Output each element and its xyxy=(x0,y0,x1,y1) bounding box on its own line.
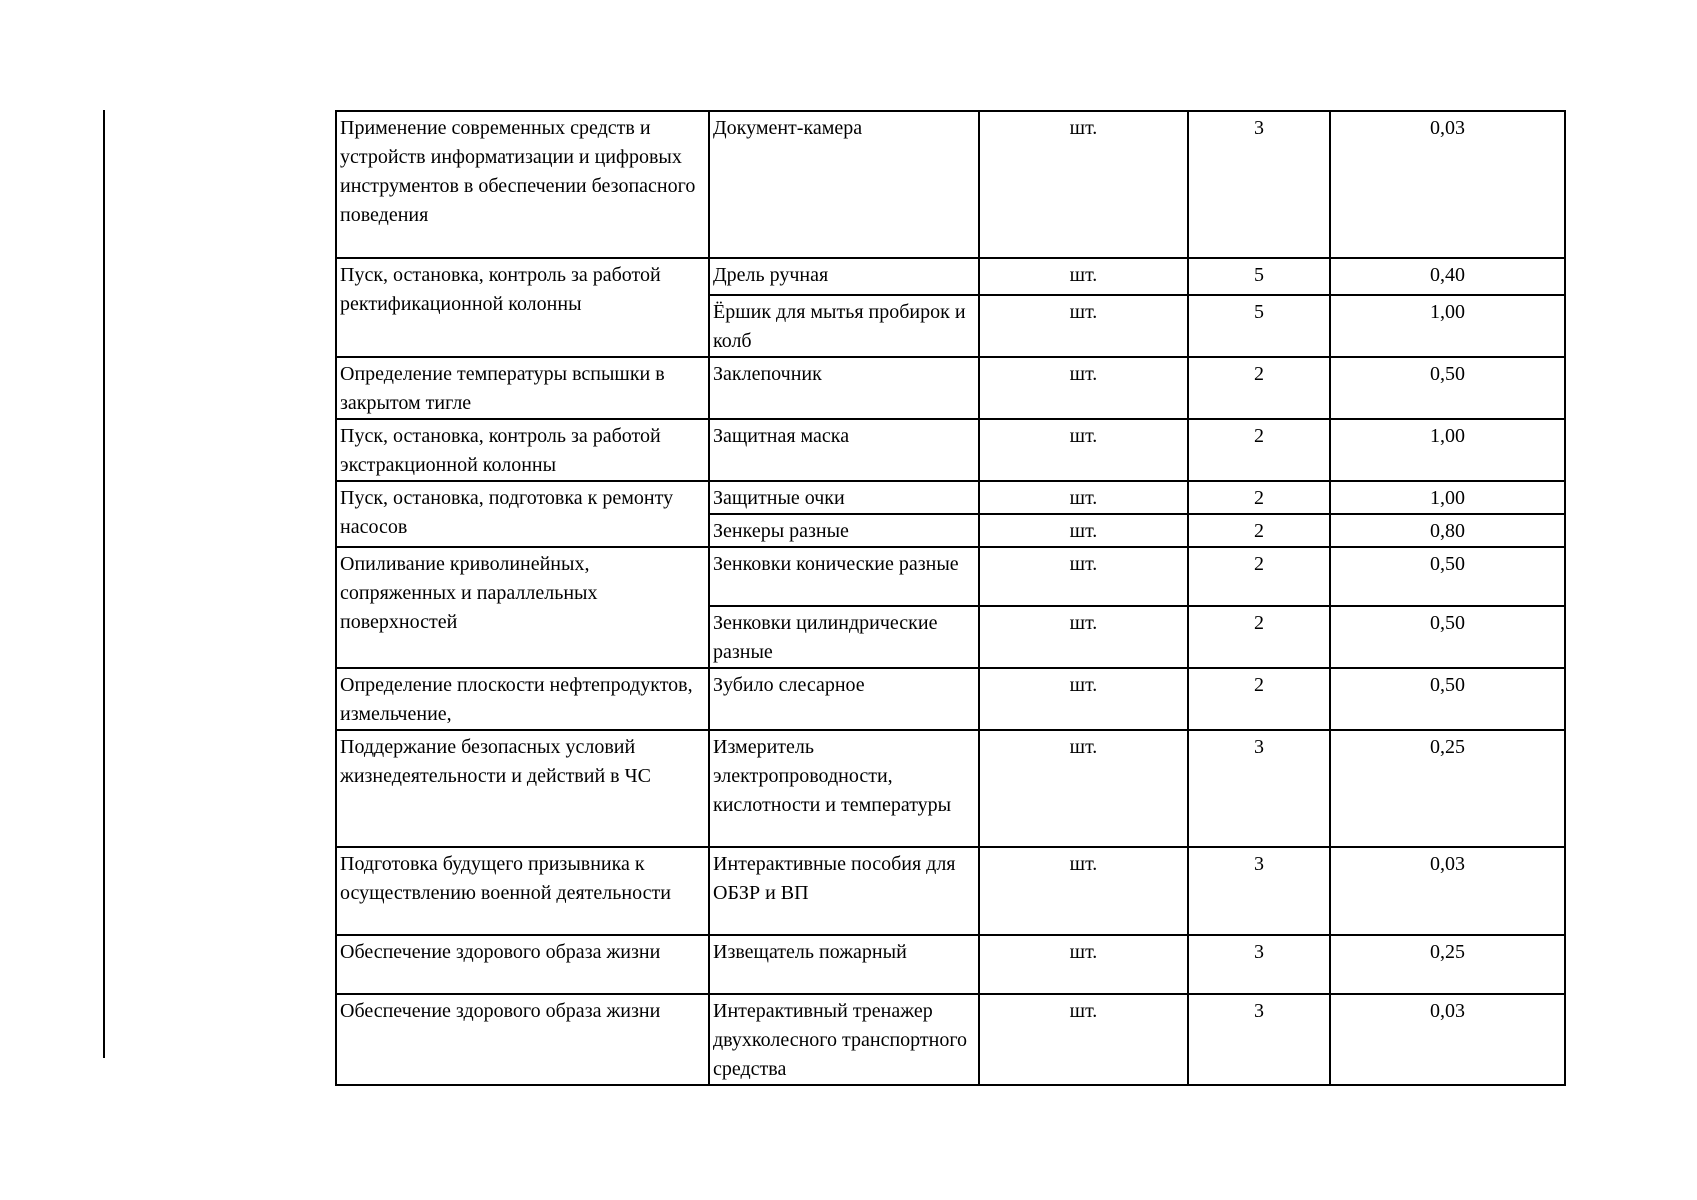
unit-cell: шт. xyxy=(979,481,1188,514)
item-cell: Защитная маска xyxy=(709,419,979,481)
unit-cell: шт. xyxy=(979,847,1188,935)
qty-cell: 2 xyxy=(1188,514,1330,547)
unit-cell: шт. xyxy=(979,668,1188,730)
ratio-cell: 0,25 xyxy=(1330,730,1565,847)
activity-cell: Применение современных средств и устройств информатизации и цифровых инструментов в обеспечении безопасного поведения xyxy=(336,111,709,258)
activity-cell: Пуск, остановка, контроль за работой экстракционной колонны xyxy=(336,419,709,481)
unit-cell: шт. xyxy=(979,295,1188,357)
item-cell: Защитные очки xyxy=(709,481,979,514)
equipment-table xyxy=(335,110,1566,1086)
table-row xyxy=(336,111,1565,258)
qty-cell: 2 xyxy=(1188,547,1330,606)
ratio-cell: 0,03 xyxy=(1330,994,1565,1085)
qty-cell: 3 xyxy=(1188,730,1330,847)
qty-cell: 5 xyxy=(1188,295,1330,357)
qty-cell: 2 xyxy=(1188,606,1330,668)
ratio-cell: 0,80 xyxy=(1330,514,1565,547)
qty-cell: 2 xyxy=(1188,668,1330,730)
item-cell: Извещатель пожарный xyxy=(709,935,979,994)
activity-cell: Пуск, остановка, подготовка к ремонту насосов xyxy=(336,481,709,547)
activity-cell: Поддержание безопасных условий жизнедеятельности и действий в ЧС xyxy=(336,730,709,847)
activity-cell: Опиливание криволинейных, сопряженных и параллельных поверхностей xyxy=(336,547,709,668)
table-row xyxy=(336,668,1565,730)
qty-cell: 3 xyxy=(1188,935,1330,994)
table-row xyxy=(336,935,1565,994)
ratio-cell: 0,50 xyxy=(1330,357,1565,419)
item-cell: Зубило слесарное xyxy=(709,668,979,730)
qty-cell: 2 xyxy=(1188,419,1330,481)
activity-cell: Определение температуры вспышки в закрытом тигле xyxy=(336,357,709,419)
left-margin-rule xyxy=(103,110,105,1058)
table-row xyxy=(336,994,1565,1085)
ratio-cell: 0,50 xyxy=(1330,547,1565,606)
item-cell: Заклепочник xyxy=(709,357,979,419)
ratio-cell: 1,00 xyxy=(1330,295,1565,357)
activity-cell: Подготовка будущего призывника к осуществлению военной деятельности xyxy=(336,847,709,935)
table-row xyxy=(336,547,1565,606)
item-cell: Интерактивные пособия для ОБЗР и ВП xyxy=(709,847,979,935)
item-cell: Дрель ручная xyxy=(709,258,979,295)
activity-cell: Определение плоскости нефтепродуктов, измельчение, xyxy=(336,668,709,730)
ratio-cell: 0,40 xyxy=(1330,258,1565,295)
unit-cell: шт. xyxy=(979,357,1188,419)
ratio-cell: 1,00 xyxy=(1330,481,1565,514)
unit-cell: шт. xyxy=(979,547,1188,606)
table-row xyxy=(336,481,1565,514)
unit-cell: шт. xyxy=(979,111,1188,258)
item-cell: Интерактивный тренажер двухколесного транспортного средства xyxy=(709,994,979,1085)
qty-cell: 3 xyxy=(1188,994,1330,1085)
ratio-cell: 0,50 xyxy=(1330,668,1565,730)
unit-cell: шт. xyxy=(979,514,1188,547)
item-cell: Измеритель электропроводности, кислотности и температуры xyxy=(709,730,979,847)
item-cell: Зенковки конические разные xyxy=(709,547,979,606)
activity-cell: Обеспечение здорового образа жизни xyxy=(336,935,709,994)
qty-cell: 3 xyxy=(1188,111,1330,258)
unit-cell: шт. xyxy=(979,258,1188,295)
unit-cell: шт. xyxy=(979,606,1188,668)
table-row xyxy=(336,730,1565,847)
qty-cell: 3 xyxy=(1188,847,1330,935)
ratio-cell: 0,03 xyxy=(1330,847,1565,935)
item-cell: Зенковки цилиндрические разные xyxy=(709,606,979,668)
unit-cell: шт. xyxy=(979,419,1188,481)
table-row xyxy=(336,357,1565,419)
item-cell: Ёршик для мытья пробирок и колб xyxy=(709,295,979,357)
qty-cell: 2 xyxy=(1188,481,1330,514)
item-cell: Документ-камера xyxy=(709,111,979,258)
unit-cell: шт. xyxy=(979,935,1188,994)
unit-cell: шт. xyxy=(979,730,1188,847)
ratio-cell: 0,50 xyxy=(1330,606,1565,668)
qty-cell: 2 xyxy=(1188,357,1330,419)
activity-cell: Пуск, остановка, контроль за работой ректификационной колонны xyxy=(336,258,709,357)
activity-cell: Обеспечение здорового образа жизни xyxy=(336,994,709,1085)
item-cell: Зенкеры разные xyxy=(709,514,979,547)
ratio-cell: 0,25 xyxy=(1330,935,1565,994)
qty-cell: 5 xyxy=(1188,258,1330,295)
table-row xyxy=(336,847,1565,935)
unit-cell: шт. xyxy=(979,994,1188,1085)
table-row xyxy=(336,258,1565,295)
ratio-cell: 1,00 xyxy=(1330,419,1565,481)
ratio-cell: 0,03 xyxy=(1330,111,1565,258)
table-row xyxy=(336,419,1565,481)
